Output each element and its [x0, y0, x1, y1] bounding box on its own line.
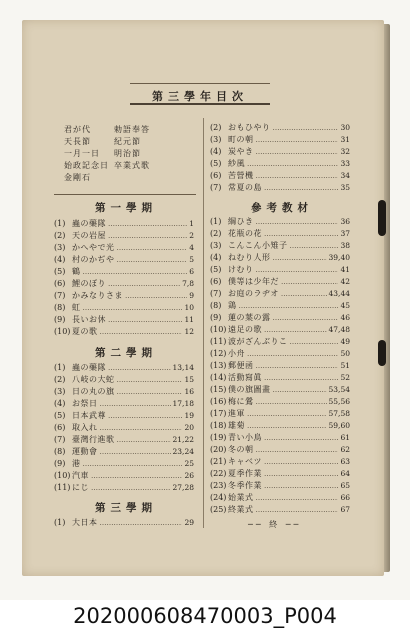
dot-leader: [264, 324, 327, 336]
entry-number: (3): [210, 241, 222, 250]
dot-leader: [108, 278, 180, 290]
dot-leader: [117, 242, 188, 254]
toc-entry: [54, 242, 194, 254]
entry-number: (5): [210, 159, 222, 168]
dot-leader: [264, 372, 338, 384]
toc-entry: [210, 182, 350, 194]
toc-entry: [210, 134, 350, 146]
entry-number: (6): [54, 423, 66, 432]
entry-title: 活動寫眞: [228, 373, 262, 382]
ceremony-song-title: 君が代: [64, 125, 91, 134]
entry-page: 4: [189, 243, 194, 252]
right-top-list: [210, 122, 350, 194]
entry-title: こんこん小雉子: [228, 241, 288, 250]
entry-number: (2): [210, 123, 222, 132]
entry-page: 61: [340, 433, 350, 442]
dot-leader: [264, 228, 338, 240]
entry-title: 鯉のぼり: [72, 279, 106, 288]
dot-leader: [290, 240, 339, 252]
toc-entry: [210, 468, 350, 480]
toc-entry: [210, 372, 350, 384]
entry-number: (5): [54, 411, 66, 420]
dot-leader: [256, 134, 339, 146]
entry-number: (17): [210, 409, 227, 418]
dot-leader: [256, 264, 339, 276]
entry-number: (20): [210, 445, 227, 454]
toc-entry: [54, 230, 194, 242]
entry-title: 蟲の藥隊: [72, 363, 106, 372]
toc-entry: [210, 384, 350, 396]
entry-number: (13): [210, 361, 227, 370]
entry-number: (10): [54, 471, 71, 480]
entry-page: 27,28: [172, 483, 194, 492]
binding-hole: [378, 200, 386, 236]
entry-title: 臺灣行進歌: [72, 435, 115, 444]
entry-page: 55,56: [328, 397, 350, 406]
entry-page: 12: [184, 327, 194, 336]
entry-number: (2): [54, 375, 66, 384]
entry-number: (14): [210, 373, 227, 382]
ceremony-song-list: [64, 124, 199, 184]
entry-number: (4): [54, 255, 66, 264]
entry-title: 進軍: [228, 409, 245, 418]
entry-page: 26: [184, 471, 194, 480]
toc-entry: [210, 300, 350, 312]
toc-entry: [54, 374, 194, 386]
entry-title: ねむり人形: [228, 253, 271, 262]
dot-leader: [117, 386, 183, 398]
entry-page: 35: [340, 183, 350, 192]
entry-page: 43,44: [328, 289, 350, 298]
dot-leader: [264, 182, 338, 194]
dot-leader: [264, 480, 338, 492]
entry-page: 9: [189, 291, 194, 300]
toc-entry: [54, 446, 194, 458]
entry-page: 45: [340, 301, 350, 310]
entry-page: 57,58: [328, 409, 350, 418]
entry-number: (1): [210, 217, 222, 226]
dot-leader: [281, 276, 338, 288]
toc-entry: [54, 470, 194, 482]
dot-leader: [281, 288, 327, 300]
entry-number: (10): [54, 327, 71, 336]
dot-leader: [91, 470, 182, 482]
entry-title: 港: [72, 459, 81, 468]
entry-number: (1): [54, 518, 66, 527]
toc-entry: [54, 266, 194, 278]
entry-number: (1): [54, 219, 66, 228]
entry-page: 2: [189, 231, 194, 240]
entry-number: (9): [210, 313, 222, 322]
dot-leader: [100, 422, 183, 434]
dot-leader: [247, 348, 338, 360]
dot-leader: [91, 482, 171, 494]
toc-entry: [210, 324, 350, 336]
entry-title: 終業式: [228, 505, 254, 514]
toc-entry: [54, 254, 194, 266]
entry-number: (2): [210, 229, 222, 238]
entry-title: 炭やき: [228, 147, 254, 156]
dot-leader: [83, 458, 183, 470]
toc-entry: [210, 312, 350, 324]
ceremony-song-row: [64, 124, 199, 136]
toc-entry: [54, 314, 194, 326]
entry-page: 49: [340, 337, 350, 346]
toc-entry: [54, 218, 194, 230]
toc-entry: [54, 278, 194, 290]
entry-number: (12): [210, 349, 227, 358]
reference-list: [210, 216, 350, 516]
toc-entry: [210, 396, 350, 408]
entry-title: お祭日: [72, 399, 98, 408]
dot-leader: [239, 300, 339, 312]
entry-page: 32: [340, 147, 350, 156]
entry-number: (2): [54, 231, 66, 240]
entry-number: (9): [54, 459, 66, 468]
toc-entry: [210, 216, 350, 228]
entry-page: 37: [340, 229, 350, 238]
entry-number: (7): [210, 289, 222, 298]
toc-entry: [210, 444, 350, 456]
entry-title: キャベツ: [228, 457, 262, 466]
entry-number: (22): [210, 469, 227, 478]
section-heading-third-term: 第三學期: [95, 502, 157, 514]
dot-leader: [83, 302, 183, 314]
entry-title: にじ: [72, 483, 89, 492]
column-divider: [203, 118, 204, 528]
second-term-list: [54, 362, 194, 494]
entry-title: 冬季作業: [228, 481, 262, 490]
entry-number: (21): [210, 457, 227, 466]
entry-number: (5): [54, 267, 66, 276]
entry-number: (1): [54, 363, 66, 372]
entry-page: 15: [184, 375, 194, 384]
entry-title: 青い小鳥: [228, 433, 262, 442]
entry-number: (25): [210, 505, 227, 514]
dot-leader: [100, 446, 171, 458]
dot-leader: [273, 122, 339, 134]
dot-leader: [100, 517, 183, 529]
dot-leader: [256, 444, 339, 456]
entry-title: 長いお休: [72, 315, 106, 324]
entry-title: 冬の朝: [228, 445, 254, 454]
first-term-list: [54, 218, 194, 338]
entry-page: 33: [340, 159, 350, 168]
entry-number: (4): [210, 253, 222, 262]
entry-title: 郵便函: [228, 361, 254, 370]
entry-page: 41: [340, 265, 350, 274]
title-rule: [130, 103, 270, 105]
toc-entry: [54, 302, 194, 314]
entry-number: (24): [210, 493, 227, 502]
dot-leader: [83, 266, 188, 278]
entry-number: (6): [210, 277, 222, 286]
dot-leader: [247, 158, 338, 170]
toc-entry: [54, 482, 194, 494]
dot-leader: [256, 492, 339, 504]
entry-page: 29: [184, 518, 194, 527]
entry-page: 65: [340, 481, 350, 490]
entry-number: (4): [210, 147, 222, 156]
entry-number: (8): [210, 301, 222, 310]
entry-number: (19): [210, 433, 227, 442]
entry-title: 紗風: [228, 159, 245, 168]
ceremony-song-title: 紀元節: [114, 137, 141, 146]
entry-number: (23): [210, 481, 227, 490]
ceremony-song-title: 一月一日: [64, 149, 100, 158]
toc-entry: [210, 504, 350, 516]
section-heading-second-term: 第二學期: [95, 347, 157, 359]
entry-title: 夏の歌: [72, 327, 98, 336]
entry-number: (4): [54, 399, 66, 408]
entry-page: 62: [340, 445, 350, 454]
entry-page: 16: [184, 387, 194, 396]
entry-number: (10): [210, 325, 227, 334]
toc-entry: [54, 458, 194, 470]
entry-page: 63: [340, 457, 350, 466]
entry-page: 53,54: [328, 385, 350, 394]
section-heading-reference: 參考教材: [251, 202, 313, 214]
entry-number: (7): [210, 183, 222, 192]
toc-entry: [210, 456, 350, 468]
ceremony-song-row: [64, 136, 199, 148]
entry-number: (3): [210, 135, 222, 144]
entry-title: 運動會: [72, 447, 98, 456]
toc-entry: [210, 420, 350, 432]
entry-number: (8): [54, 303, 66, 312]
entry-number: (5): [210, 265, 222, 274]
entry-page: 34: [340, 171, 350, 180]
toc-entry: [54, 386, 194, 398]
entry-page: 19: [184, 411, 194, 420]
toc-entry: [210, 492, 350, 504]
entry-number: (11): [210, 337, 227, 346]
toc-entry: [54, 422, 194, 434]
entry-title: 遠足の歌: [228, 325, 262, 334]
toc-entry: [210, 480, 350, 492]
entry-title: 町の朝: [228, 135, 254, 144]
entry-number: (8): [54, 447, 66, 456]
entry-title: 小舟: [228, 349, 245, 358]
toc-entry: [210, 158, 350, 170]
entry-page: 21,22: [172, 435, 194, 444]
entry-title: 僕等は少年だ: [228, 277, 279, 286]
entry-page: 1: [189, 219, 194, 228]
dot-leader: [273, 312, 339, 324]
dot-leader: [290, 336, 339, 348]
toc-entry: [210, 360, 350, 372]
entry-page: 31: [340, 135, 350, 144]
entry-title: 苦營機: [228, 171, 254, 180]
entry-page: 7,8: [182, 279, 194, 288]
entry-title: 常夏の島: [228, 183, 262, 192]
entry-number: (16): [210, 397, 227, 406]
entry-title: 夏季作業: [228, 469, 262, 478]
dot-leader: [108, 218, 187, 230]
dot-leader: [108, 314, 182, 326]
dot-leader: [264, 468, 338, 480]
entry-page: 10: [184, 303, 194, 312]
entry-page: 66: [340, 493, 350, 502]
entry-title: 村のかぢや: [72, 255, 115, 264]
dot-leader: [117, 254, 188, 266]
dot-leader: [247, 420, 327, 432]
entry-number: (7): [54, 435, 66, 444]
end-mark: ── 終 ──: [248, 520, 302, 529]
entry-title: 綱ひき: [228, 217, 254, 226]
entry-page: 6: [189, 267, 194, 276]
entry-number: (18): [210, 421, 227, 430]
dot-leader: [273, 252, 327, 264]
entry-number: (11): [54, 483, 71, 492]
entry-number: (6): [210, 171, 222, 180]
ceremony-song-title: 勅語奉答: [114, 125, 150, 134]
entry-title: かへやで光: [72, 243, 115, 252]
dot-leader: [117, 434, 171, 446]
entry-title: 始業式: [228, 493, 254, 502]
entry-title: 波がざんぶりこ: [228, 337, 288, 346]
toc-entry: [210, 348, 350, 360]
dot-leader: [264, 432, 338, 444]
entry-number: (9): [54, 315, 66, 324]
dot-leader: [125, 290, 187, 302]
entry-page: 51: [340, 361, 350, 370]
dot-leader: [256, 146, 339, 158]
entry-title: かみなりさま: [72, 291, 123, 300]
toc-entry: [54, 517, 194, 529]
ceremony-song-row: [64, 172, 199, 184]
entry-number: (3): [54, 387, 66, 396]
dot-leader: [264, 456, 338, 468]
dot-leader: [273, 384, 327, 396]
toc-entry: [54, 362, 194, 374]
toc-entry: [54, 398, 194, 410]
dot-leader: [108, 362, 171, 374]
toc-entry: [210, 276, 350, 288]
toc-entry: [54, 410, 194, 422]
entry-page: 36: [340, 217, 350, 226]
dot-leader: [108, 230, 187, 242]
entry-page: 30: [340, 123, 350, 132]
third-term-list: [54, 517, 194, 529]
page-title: 第三學年目次: [152, 90, 248, 103]
entry-page: 64: [340, 469, 350, 478]
entry-title: 日の丸の旗: [72, 387, 115, 396]
entry-number: (7): [54, 291, 66, 300]
entry-title: 花瓶の花: [228, 229, 262, 238]
ceremony-song-row: [64, 148, 199, 160]
section-heading-first-term: 第一學期: [95, 202, 157, 214]
entry-title: 鶏: [228, 301, 237, 310]
entry-page: 23,24: [172, 447, 194, 456]
entry-title: 僕の旗圖畫: [228, 385, 271, 394]
entry-page: 20: [184, 423, 194, 432]
dot-leader: [100, 326, 183, 338]
entry-number: (3): [54, 243, 66, 252]
entry-page: 50: [340, 349, 350, 358]
entry-title: 取入れ: [72, 423, 98, 432]
toc-entry: [210, 252, 350, 264]
dot-leader: [256, 396, 327, 408]
entry-page: 52: [340, 373, 350, 382]
toc-entry: [54, 434, 194, 446]
entry-page: 11: [184, 315, 194, 324]
entry-title: お庭のラヂオ: [228, 289, 279, 298]
entry-page: 46: [340, 313, 350, 322]
toc-entry: [210, 170, 350, 182]
dot-leader: [256, 504, 339, 516]
entry-title: 雄菊: [228, 421, 245, 430]
dot-leader: [256, 170, 339, 182]
entry-title: 梅に鶯: [228, 397, 254, 406]
binding-hole: [378, 340, 386, 366]
toc-entry: [210, 122, 350, 134]
entry-page: 67: [340, 505, 350, 514]
entry-page: 42: [340, 277, 350, 286]
toc-entry: [210, 408, 350, 420]
entry-title: 虹: [72, 303, 81, 312]
image-caption: 202000608470003_P004: [73, 604, 337, 628]
entry-number: (6): [54, 279, 66, 288]
toc-entry: [210, 240, 350, 252]
toc-entry: [54, 290, 194, 302]
entry-title: 汽車: [72, 471, 89, 480]
toc-entry: [210, 288, 350, 300]
toc-entry: [210, 146, 350, 158]
section-rule: [54, 194, 196, 195]
entry-title: 大日本: [72, 518, 98, 527]
entry-title: 蓮の葉の露: [228, 313, 271, 322]
toc-entry: [210, 264, 350, 276]
toc-entry: [210, 336, 350, 348]
entry-title: けむり: [228, 265, 254, 274]
dot-leader: [256, 216, 339, 228]
entry-title: 鶴: [72, 267, 81, 276]
entry-page: 38: [340, 241, 350, 250]
ceremony-song-title: 明治節: [114, 149, 141, 158]
toc-entry: [210, 432, 350, 444]
entry-page: 39,40: [328, 253, 350, 262]
dot-leader: [100, 398, 171, 410]
toc-entry: [54, 326, 194, 338]
entry-title: おもひやり: [228, 123, 271, 132]
title-rule: [130, 83, 270, 84]
entry-page: 13,14: [172, 363, 194, 372]
ceremony-song-row: [64, 160, 199, 172]
dot-leader: [247, 408, 327, 420]
dot-leader: [256, 360, 339, 372]
ceremony-song-title: 金剛石: [64, 173, 91, 182]
entry-title: 日本武尊: [72, 411, 106, 420]
entry-title: 蟲の藥隊: [72, 219, 106, 228]
entry-title: 天の岩屋: [72, 231, 106, 240]
toc-entry: [210, 228, 350, 240]
dot-leader: [117, 374, 183, 386]
ceremony-song-title: 天長節: [64, 137, 91, 146]
entry-page: 47,48: [328, 325, 350, 334]
entry-page: 17,18: [172, 399, 194, 408]
entry-number: (15): [210, 385, 227, 394]
entry-page: 25: [184, 459, 194, 468]
ceremony-song-title: 始政記念日: [64, 161, 109, 170]
ceremony-song-title: 卒業式歌: [114, 161, 150, 170]
dot-leader: [108, 410, 182, 422]
entry-page: 5: [189, 255, 194, 264]
entry-page: 59,60: [328, 421, 350, 430]
entry-title: 八岐の大蛇: [72, 375, 115, 384]
